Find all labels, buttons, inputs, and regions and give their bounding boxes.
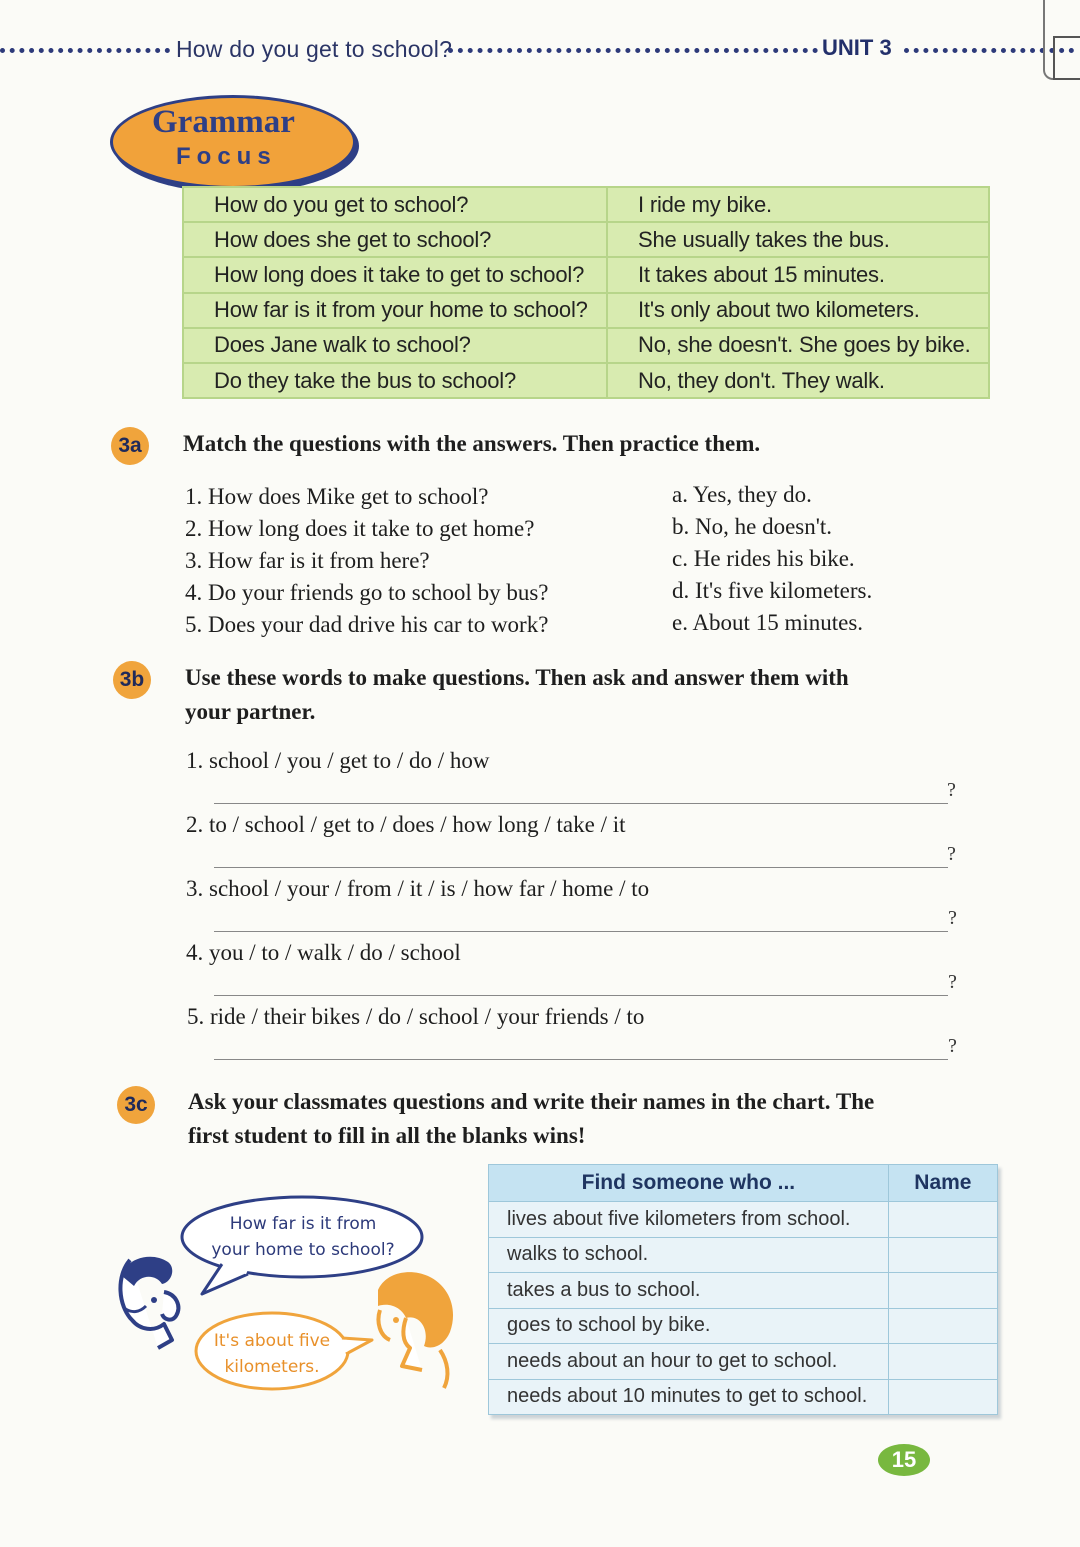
answer-qmark-4: ? <box>948 971 957 993</box>
answer-line-1[interactable] <box>214 803 948 804</box>
bubble-answer-line2: kilometers. <box>224 1357 320 1377</box>
match-answer-b: b. No, he doesn't. <box>672 514 833 539</box>
chart-row <box>489 1379 998 1415</box>
boy-character-icon <box>120 1257 178 1348</box>
name-cell[interactable] <box>888 1344 997 1380</box>
chart-row <box>489 1237 998 1273</box>
chart-row <box>489 1344 998 1380</box>
section-3b-badge: 3b <box>113 661 151 699</box>
page-edge-tab-inner <box>1053 36 1080 80</box>
grammar-question: How far is it from your home to school? <box>183 293 607 328</box>
chart-header-name: Name <box>888 1165 997 1202</box>
bubble-answer-line1: It's about five <box>213 1331 331 1351</box>
name-cell[interactable] <box>888 1308 997 1344</box>
answer-qmark-3: ? <box>948 907 957 929</box>
running-header-title: How do you get to school? <box>176 36 453 62</box>
section-3a-instruction: Match the questions with the answers. Then practice them. <box>183 431 761 456</box>
grammar-question: Does Jane walk to school? <box>183 328 607 363</box>
header-dots-left <box>0 48 170 53</box>
grammar-answer: It takes about 15 minutes. <box>607 257 989 292</box>
grammar-focus-subtitle: Focus <box>176 143 277 170</box>
answer-line-5[interactable] <box>214 1059 948 1060</box>
section-3c-instruction-line2: first student to fill in all the blanks wins! <box>188 1123 586 1148</box>
section-3b-instruction-line2: your partner. <box>185 699 316 724</box>
grammar-answer: She usually takes the bus. <box>607 222 989 257</box>
chart-row <box>489 1202 998 1238</box>
grammar-focus-table <box>182 186 990 399</box>
grammar-answer: I ride my bike. <box>607 187 989 222</box>
name-cell[interactable] <box>888 1237 997 1273</box>
find-someone-chart <box>488 1164 998 1415</box>
chart-row-text: needs about an hour to get to school. <box>489 1344 889 1380</box>
name-cell[interactable] <box>888 1273 997 1309</box>
header-dots-middle <box>448 48 818 53</box>
match-answer-a: a. Yes, they do. <box>672 482 812 507</box>
name-cell[interactable] <box>888 1379 997 1415</box>
chart-row-text: needs about 10 minutes to get to school. <box>489 1379 889 1415</box>
word-prompt-5: 5. ride / their bikes / do / school / your friends / to <box>187 1004 645 1029</box>
answer-line-3[interactable] <box>214 931 948 932</box>
match-answer-d: d. It's five kilometers. <box>672 578 873 603</box>
word-prompt-3: 3. school / your / from / it / is / how far / home / to <box>186 876 650 901</box>
section-3a-badge: 3a <box>111 427 149 465</box>
grammar-answer: No, she doesn't. She goes by bike. <box>607 328 989 363</box>
chart-row <box>489 1273 998 1309</box>
grammar-question: How does she get to school? <box>183 222 607 257</box>
match-answer-e: e. About 15 minutes. <box>672 610 864 635</box>
chart-header-row <box>489 1165 998 1202</box>
grammar-row <box>183 328 989 363</box>
grammar-answer: No, they don't. They walk. <box>607 363 989 398</box>
chart-row <box>489 1308 998 1344</box>
chart-header-find: Find someone who ... <box>489 1165 889 1202</box>
grammar-row <box>183 222 989 257</box>
grammar-row <box>183 293 989 328</box>
grammar-row <box>183 363 989 398</box>
word-prompt-1: 1. school / you / get to / do / how <box>186 748 490 773</box>
match-question-4: 4. Do your friends go to school by bus? <box>185 580 549 605</box>
grammar-focus-title: Grammar <box>152 104 295 140</box>
answer-qmark-2: ? <box>947 843 956 865</box>
unit-label: UNIT 3 <box>822 35 892 60</box>
section-3c-instruction-line1: Ask your classmates questions and write their names in the chart. The <box>188 1089 875 1114</box>
grammar-question: Do they take the bus to school? <box>183 363 607 398</box>
chart-row-text: takes a bus to school. <box>489 1273 889 1309</box>
chart-row-text: goes to school by bike. <box>489 1308 889 1344</box>
answer-line-2[interactable] <box>214 867 948 868</box>
match-answer-c: c. He rides his bike. <box>672 546 855 571</box>
name-cell[interactable] <box>888 1202 997 1238</box>
grammar-answer: It's only about two kilometers. <box>607 293 989 328</box>
bubble-question-line2: your home to school? <box>211 1240 395 1260</box>
match-question-5: 5. Does your dad drive his car to work? <box>185 612 549 637</box>
section-3b-instruction-line1: Use these words to make questions. Then ask and answer them with <box>185 665 849 690</box>
grammar-question: How long does it take to get to school? <box>183 257 607 292</box>
match-question-3: 3. How far is it from here? <box>185 548 430 573</box>
grammar-row <box>183 187 989 222</box>
section-3c-badge: 3c <box>117 1086 155 1124</box>
girl-character-icon <box>378 1272 453 1388</box>
word-prompt-4: 4. you / to / walk / do / school <box>186 940 461 965</box>
bubble-question-line1: How far is it from <box>229 1214 377 1234</box>
grammar-row <box>183 257 989 292</box>
answer-qmark-1: ? <box>947 779 956 801</box>
grammar-question: How do you get to school? <box>183 187 607 222</box>
match-question-2: 2. How long does it take to get home? <box>185 516 535 541</box>
word-prompt-2: 2. to / school / get to / does / how long / take / it <box>186 812 626 837</box>
page-number: 15 <box>878 1444 930 1476</box>
answer-qmark-5: ? <box>948 1035 957 1057</box>
chart-row-text: walks to school. <box>489 1237 889 1273</box>
chart-row-text: lives about five kilometers from school. <box>489 1202 889 1238</box>
answer-line-4[interactable] <box>214 995 948 996</box>
match-question-1: 1. How does Mike get to school? <box>185 484 489 509</box>
